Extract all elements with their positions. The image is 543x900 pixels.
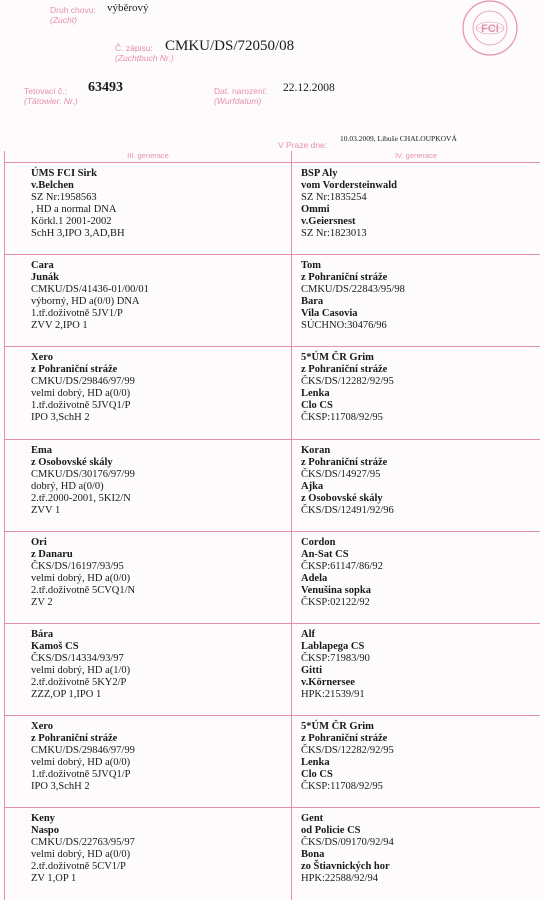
dog-name: 5*ÚM ČR Grim [301, 721, 374, 733]
dog-name: velmi dobrý, HD a(0/0) [31, 849, 131, 861]
pedigree-cell-left [31, 168, 125, 240]
row-divider [5, 715, 540, 716]
kennel-name: Lablapega CS [301, 641, 365, 652]
kennel-name: v.Körnersee [301, 677, 355, 688]
kennel-name: Clo CS [301, 400, 333, 412]
kennel-name: 2.tř.2000-2001, 5KI2/N [31, 492, 131, 504]
dog-detail: ZV 2 [31, 596, 53, 608]
dog-name: velmi dobrý, HD a(0/0) [31, 757, 131, 769]
dog-name: Lenka [301, 388, 330, 400]
dog-detail: SZ Nr:1823013 [301, 228, 367, 239]
dog-detail: ČKSP:11708/92/95 [301, 412, 383, 424]
pedigree-cell-right [301, 168, 397, 240]
kennel-name: 2.tř.doživotně 5KY2/P [31, 677, 127, 688]
dog-detail: ČKS/DS/09170/92/94 [301, 837, 394, 849]
dog-detail: CMKU/DS/22763/95/97 [31, 837, 135, 849]
pedigree-cell-left [31, 629, 130, 701]
dob-value: 22.12.2008 [283, 82, 335, 94]
dob-label [214, 86, 267, 106]
pedigree-cell-right [301, 537, 383, 609]
dog-detail: ČKSP:71983/90 [301, 653, 370, 664]
dog-name: výborný, HD a(0/0) DNA [31, 296, 140, 308]
breeding-type-label-de: (Zucht) [50, 15, 77, 25]
registry-label-cz: Č. zápisu: [115, 43, 153, 53]
kennel-name: v.Belchen [31, 180, 74, 191]
pedigree-cell-left [31, 445, 135, 517]
dog-detail: IPO 3,SchH 2 [31, 781, 90, 793]
issued-label: V Praze dne: [278, 140, 328, 150]
dog-detail: IPO 3,SchH 2 [31, 412, 90, 424]
kennel-name: z Osobovské skály [31, 456, 113, 468]
kennel-name: z Pohraniční stráže [31, 733, 118, 745]
dog-name: BSP Aly [301, 168, 338, 179]
row-divider [5, 346, 540, 347]
dog-name: Tom [301, 260, 322, 272]
tattoo-label-cz: Tetovací č.: [24, 86, 67, 96]
kennel-name: z Pohraniční stráže [301, 733, 388, 745]
kennel-name: z Pohraniční stráže [301, 272, 388, 284]
dog-name: Gent [301, 813, 324, 825]
dog-detail: ČKSP:11708/92/95 [301, 781, 383, 793]
row-divider [5, 807, 540, 808]
kennel-name: 1.tř.doživotně 5JVQ1/P [31, 400, 131, 412]
pedigree-cell-right [301, 260, 405, 332]
dob-label-cz: Dat. narození: [214, 86, 268, 96]
kennel-name: z Pohraniční stráže [301, 364, 388, 376]
seal-text: FCI [481, 23, 499, 35]
dog-detail: SZ Nr:1958563 [31, 192, 97, 203]
dog-detail: CMKU/DS/41436-01/00/01 [31, 284, 149, 296]
kennel-name: 1.tř.doživotně 5JV1/P [31, 308, 123, 320]
row-divider [5, 531, 540, 532]
kennel-name: od Policie CS [301, 825, 361, 837]
dog-name: Alf [301, 629, 315, 640]
kennel-name: zo Štiavnických hor [301, 861, 390, 873]
dog-name: Ema [31, 444, 52, 456]
pedigree-cell-left [31, 813, 135, 885]
kennel-name: z Pohraniční stráže [301, 456, 388, 468]
dog-detail: HPK:22588/92/94 [301, 873, 379, 885]
pedigree-cell-left [31, 352, 135, 424]
dog-name: , HD a normal DNA [31, 204, 117, 215]
breeding-type-label [50, 5, 96, 25]
kennel-name: Venušina sopka [301, 584, 371, 596]
column-header-left: III. generace [127, 151, 169, 160]
kennel-name: z Osobovské skály [301, 492, 383, 504]
dog-detail: CMKU/DS/30176/97/99 [31, 468, 135, 480]
pedigree-cell-right [301, 352, 394, 424]
dog-detail: ČKS/DS/14927/95 [301, 468, 381, 480]
dog-name: Cara [31, 260, 54, 272]
dog-name: Ori [31, 536, 47, 548]
pedigree-cell-right [301, 721, 394, 793]
row-divider [5, 439, 540, 440]
kennel-name: 2.tř.doživotně 5CVQ1/N [31, 584, 136, 596]
dog-detail: ČKS/DS/16197/93/95 [31, 560, 124, 572]
dog-detail: ZV 1,OP 1 [31, 873, 77, 885]
dog-name: Koran [301, 444, 331, 456]
dog-detail: ČKS/DS/14334/93/97 [31, 653, 124, 664]
kennel-name: Körkl.1 2001-2002 [31, 216, 112, 227]
dog-name: velmi dobrý, HD a(0/0) [31, 572, 131, 584]
dog-name: Keny [31, 813, 55, 825]
pedigree-cell-right [301, 445, 394, 517]
registry-label-de: (Zuchtbuch Nr.) [115, 53, 174, 63]
kennel-name: v.Geiersnest [301, 216, 356, 227]
kennel-name: 2.tř.doživotně 5CV1/P [31, 861, 126, 873]
kennel-name: Vila Casovia [301, 308, 358, 320]
breeding-type-value: výběrový [107, 2, 149, 14]
kennel-name: An-Sat CS [301, 548, 349, 560]
tattoo-value: 63493 [88, 80, 123, 95]
tattoo-label [24, 86, 78, 106]
dog-name: velmi dobrý, HD a(0/0) [31, 388, 131, 400]
dog-detail: ZZZ,OP 1,IPO 1 [31, 689, 102, 700]
dog-name: velmi dobrý, HD a(1/0) [31, 665, 131, 676]
dog-detail: CMKU/DS/22843/95/98 [301, 284, 405, 296]
kennel-name: Naspo [31, 825, 60, 837]
dog-name: Ommi [301, 204, 330, 215]
breeding-type-label-cz: Druh chovu: [50, 5, 96, 15]
pedigree-table [4, 151, 540, 900]
dog-detail: ČKS/DS/12282/92/95 [301, 745, 394, 757]
fci-seal-icon [455, 0, 525, 58]
pedigree-cell-right [301, 629, 370, 701]
kennel-name: 1.tř.doživotně 5JVQ1/P [31, 769, 131, 781]
pedigree-cell-left [31, 260, 149, 332]
dob-label-de: (Wurfdatum) [214, 96, 262, 106]
pedigree-cell-left [31, 721, 135, 793]
dog-detail: SÚCHNO:30476/96 [301, 320, 387, 332]
row-divider [5, 623, 540, 624]
column-header-right: IV. generace [395, 151, 437, 160]
dog-name: Adela [301, 572, 328, 584]
dog-name: Xero [31, 721, 53, 733]
kennel-name: z Pohraniční stráže [31, 364, 118, 376]
dog-detail: ČKS/DS/12282/92/95 [301, 376, 394, 388]
pedigree-cell-right [301, 813, 394, 885]
kennel-name: Junák [31, 272, 60, 284]
dog-detail: SchH 3,IPO 3,AD,BH [31, 228, 125, 239]
dog-detail: ČKSP:02122/92 [301, 596, 370, 608]
dog-name: Bara [301, 296, 324, 308]
dog-detail: SZ Nr:1835254 [301, 192, 367, 203]
dog-name: Cordon [301, 536, 336, 548]
dog-detail: ZVV 2,IPO 1 [31, 320, 88, 332]
dog-detail: CMKU/DS/29846/97/99 [31, 376, 135, 388]
dog-name: Gitti [301, 665, 322, 676]
dog-detail: ČKSP:61147/86/92 [301, 560, 383, 572]
registry-value: CMKU/DS/72050/08 [165, 38, 295, 54]
dog-detail: ČKS/DS/12491/92/96 [301, 504, 394, 516]
dog-name: 5*ÚM ČR Grim [301, 352, 374, 364]
dog-name: Bára [31, 629, 54, 640]
column-divider [291, 151, 292, 900]
dog-name: ÚMS FCI Sirk [31, 168, 97, 179]
header-divider [5, 162, 540, 163]
kennel-name: vom Vordersteinwald [301, 180, 397, 191]
tattoo-label-de: (Tätowier. Nr.) [24, 96, 78, 106]
kennel-name: Kamoš CS [31, 641, 79, 652]
dog-name: Xero [31, 352, 53, 364]
row-divider [5, 254, 540, 255]
kennel-name: Clo CS [301, 769, 333, 781]
dog-detail: ZVV 1 [31, 504, 61, 516]
dog-name: Bona [301, 849, 325, 861]
dog-name: Ajka [301, 480, 324, 492]
dog-detail: HPK:21539/91 [301, 689, 365, 700]
kennel-name: z Danaru [31, 548, 73, 560]
pedigree-cell-left [31, 537, 135, 609]
dog-detail: CMKU/DS/29846/97/99 [31, 745, 135, 757]
issued-value: 10.03.2009, Libuše CHALOUPKOVÁ [340, 134, 457, 143]
dog-name: Lenka [301, 757, 330, 769]
dog-name: dobrý, HD a(0/0) [31, 480, 104, 492]
